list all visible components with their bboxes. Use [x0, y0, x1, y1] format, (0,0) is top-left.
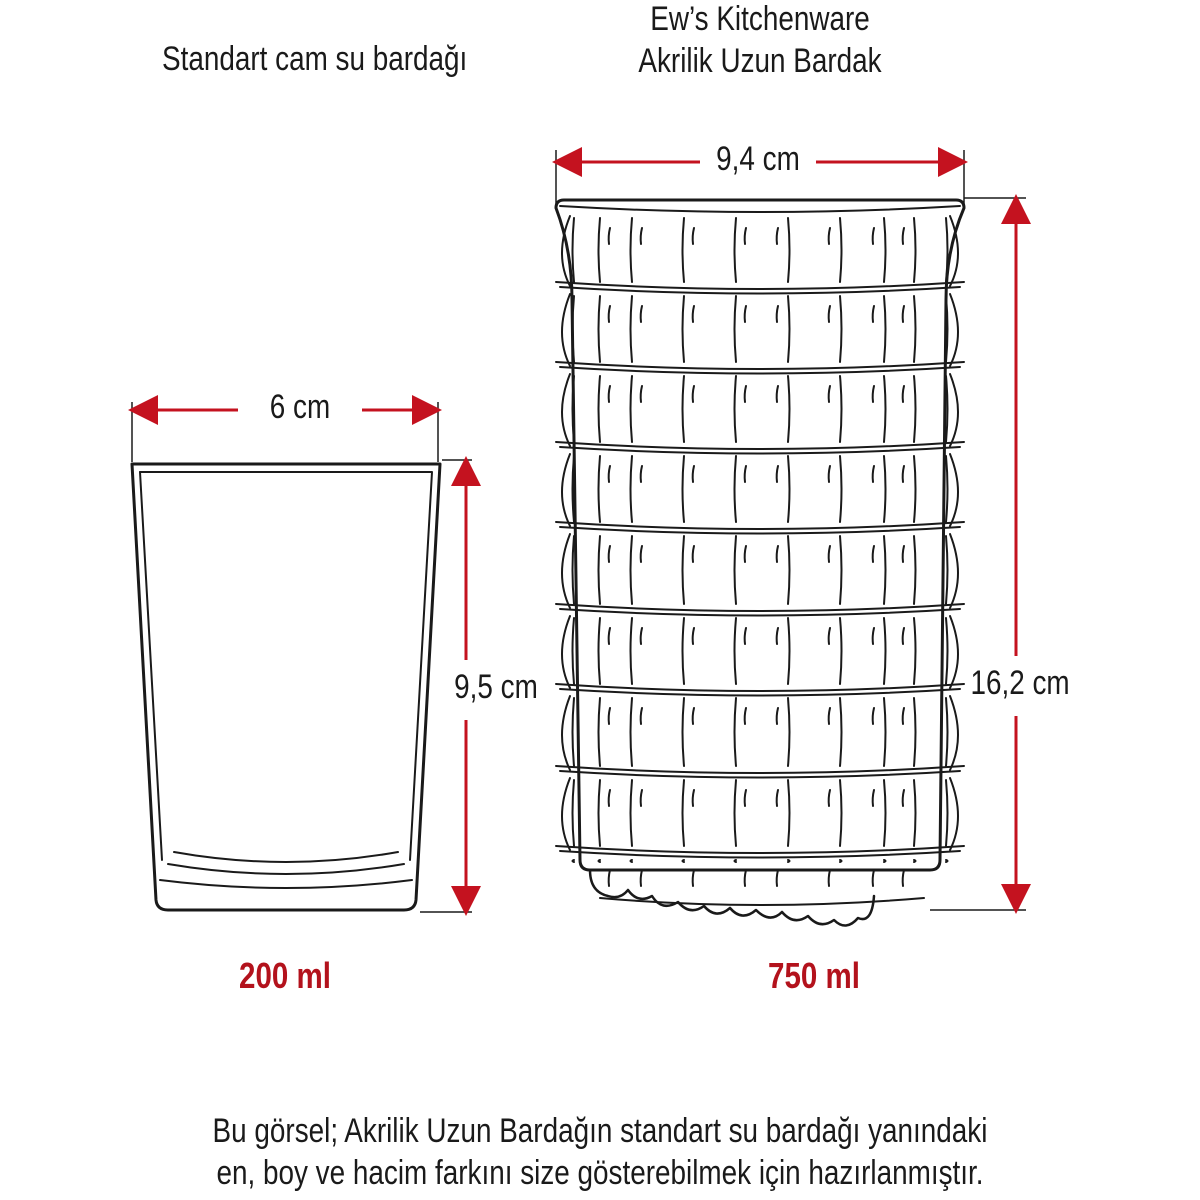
rib-highlight: [777, 546, 778, 562]
rib-column-line: [840, 618, 842, 684]
rib-band-line: [556, 766, 964, 773]
rib-column-line: [788, 860, 790, 862]
rib-column-line: [946, 618, 948, 684]
rib-band-line: [560, 771, 960, 778]
rib-column-line: [914, 296, 916, 362]
rib-column-line: [788, 698, 790, 766]
left-volume-label: 200 ml: [239, 955, 331, 996]
rib-highlight: [693, 228, 694, 244]
rib-highlight: [829, 870, 830, 886]
rib-highlight: [903, 708, 904, 724]
rib-column-line: [683, 456, 685, 522]
left-glass-title: Standart cam su bardağı: [162, 40, 468, 78]
rib-highlight: [873, 306, 874, 322]
rib-column-line: [631, 618, 633, 684]
rib-highlight: [777, 386, 778, 402]
rib-column-line: [840, 698, 842, 766]
rib-band-line: [560, 689, 960, 696]
rib-highlight: [829, 546, 830, 562]
rib-column-line: [631, 536, 633, 604]
rib-band-line: [556, 684, 964, 691]
rib-highlight: [609, 306, 610, 322]
rib-side-bulge: [950, 778, 958, 850]
rib-column-line: [840, 296, 842, 362]
rib-highlight: [745, 228, 746, 244]
rib-highlight: [777, 708, 778, 724]
rib-band-line: [560, 287, 960, 294]
rib-side-bulge: [562, 778, 570, 850]
rib-column-line: [884, 456, 886, 522]
rib-highlight: [609, 546, 610, 562]
rib-band-line: [560, 447, 960, 454]
rib-column-line: [788, 218, 790, 282]
rib-side-bulge: [562, 454, 570, 526]
rib-highlight: [745, 870, 746, 886]
rib-column-line: [946, 780, 948, 846]
rib-highlight: [873, 708, 874, 724]
rib-column-line: [735, 296, 737, 362]
rib-column-line: [735, 618, 737, 684]
rib-column-line: [840, 536, 842, 604]
rib-column-line: [914, 456, 916, 522]
rib-highlight: [903, 628, 904, 644]
rib-column-line: [788, 780, 790, 846]
rib-highlight: [903, 306, 904, 322]
rib-column-line: [884, 218, 886, 282]
rib-highlight: [641, 708, 642, 724]
rib-column-line: [788, 618, 790, 684]
rib-highlight: [609, 228, 610, 244]
rib-column-line: [788, 296, 790, 362]
rib-highlight: [873, 628, 874, 644]
rib-column-line: [599, 536, 601, 604]
left-width-label: 6 cm: [269, 388, 331, 426]
rib-highlight: [903, 546, 904, 562]
rib-column-line: [631, 296, 633, 362]
rib-column-line: [840, 376, 842, 442]
rib-band-line: [560, 851, 960, 858]
rib-column-line: [631, 456, 633, 522]
rib-highlight: [745, 628, 746, 644]
rib-highlight: [829, 306, 830, 322]
rib-highlight: [693, 790, 694, 806]
rib-column-line: [573, 780, 575, 846]
rib-highlight: [829, 628, 830, 644]
rib-column-line: [788, 536, 790, 604]
rib-column-line: [599, 780, 601, 846]
rib-column-line: [683, 860, 685, 862]
rib-column-line: [573, 618, 575, 684]
rib-highlight: [829, 708, 830, 724]
rib-highlight: [745, 466, 746, 482]
rib-highlight: [641, 466, 642, 482]
rib-column-line: [914, 860, 916, 862]
rib-column-line: [946, 456, 948, 522]
rib-column-line: [884, 698, 886, 766]
rib-highlight: [829, 790, 830, 806]
rib-column-line: [914, 218, 916, 282]
rib-highlight: [693, 870, 694, 886]
rib-highlight: [693, 628, 694, 644]
rib-highlight: [693, 708, 694, 724]
rib-side-bulge: [950, 374, 958, 446]
rib-column-line: [946, 536, 948, 604]
rib-column-line: [914, 698, 916, 766]
rib-highlight: [641, 628, 642, 644]
rib-band-line: [556, 604, 964, 611]
rib-highlight: [829, 228, 830, 244]
rib-column-line: [946, 860, 948, 862]
rib-highlight: [873, 546, 874, 562]
rib-column-line: [631, 698, 633, 766]
rib-column-line: [840, 456, 842, 522]
right-glass-title-line1: Ew’s Kitchenware: [650, 0, 870, 38]
rib-column-line: [573, 698, 575, 766]
rib-column-line: [735, 456, 737, 522]
rib-column-line: [884, 376, 886, 442]
rib-column-line: [914, 780, 916, 846]
rib-highlight: [609, 790, 610, 806]
rib-side-bulge: [950, 294, 958, 366]
rib-column-line: [788, 456, 790, 522]
rib-highlight: [777, 790, 778, 806]
rib-column-line: [735, 376, 737, 442]
caption-line-2: en, boy ve hacim farkını size gösterebilmek için hazırlanmıştır.: [216, 1154, 984, 1192]
rib-column-line: [735, 780, 737, 846]
rib-column-line: [683, 218, 685, 282]
rib-highlight: [609, 628, 610, 644]
rib-highlight: [745, 708, 746, 724]
rib-column-line: [840, 218, 842, 282]
rib-highlight: [745, 546, 746, 562]
rib-band-line: [556, 522, 964, 529]
rib-band-line: [560, 527, 960, 534]
rib-highlight: [609, 466, 610, 482]
right-width-label: 9,4 cm: [716, 140, 800, 178]
rib-column-line: [599, 860, 601, 862]
rib-column-line: [683, 536, 685, 604]
rib-column-line: [599, 296, 601, 362]
rib-highlight: [873, 386, 874, 402]
rib-band-line: [556, 442, 964, 449]
rib-side-bulge: [950, 454, 958, 526]
rib-column-line: [735, 536, 737, 604]
rib-highlight: [641, 386, 642, 402]
rib-side-bulge: [562, 696, 570, 770]
rib-column-line: [683, 780, 685, 846]
rib-side-bulge: [562, 534, 570, 608]
rib-side-bulge: [950, 616, 958, 688]
rib-column-line: [914, 376, 916, 442]
rib-column-line: [631, 376, 633, 442]
rib-highlight: [609, 870, 610, 886]
rib-highlight: [829, 386, 830, 402]
standard-glass-drawing: [132, 464, 440, 910]
rib-column-line: [599, 218, 601, 282]
rib-highlight: [745, 386, 746, 402]
rib-column-line: [683, 618, 685, 684]
rib-highlight: [693, 546, 694, 562]
rib-column-line: [735, 860, 737, 862]
right-volume-label: 750 ml: [768, 955, 860, 996]
rib-column-line: [683, 698, 685, 766]
rib-column-line: [735, 218, 737, 282]
rib-highlight: [609, 386, 610, 402]
rib-column-line: [573, 218, 575, 282]
rib-column-line: [840, 860, 842, 862]
rib-highlight: [873, 466, 874, 482]
rib-highlight: [693, 306, 694, 322]
rib-highlight: [903, 228, 904, 244]
rib-column-line: [599, 456, 601, 522]
rib-column-line: [573, 536, 575, 604]
rib-column-line: [599, 698, 601, 766]
rib-highlight: [903, 870, 904, 886]
rib-highlight: [641, 870, 642, 886]
rib-highlight: [777, 228, 778, 244]
rib-column-line: [573, 860, 575, 862]
rib-highlight: [873, 870, 874, 886]
rib-column-line: [631, 780, 633, 846]
rib-highlight: [641, 228, 642, 244]
caption-line-1: Bu görsel; Akrilik Uzun Bardağın standart su bardağı yanındaki: [212, 1112, 988, 1150]
rib-highlight: [641, 546, 642, 562]
rib-highlight: [641, 306, 642, 322]
rib-highlight: [873, 790, 874, 806]
rib-highlight: [641, 790, 642, 806]
rib-column-line: [735, 698, 737, 766]
rib-column-line: [914, 618, 916, 684]
rib-highlight: [777, 306, 778, 322]
rib-side-bulge: [562, 616, 570, 688]
rib-highlight: [693, 466, 694, 482]
rib-column-line: [599, 618, 601, 684]
rib-highlight: [873, 228, 874, 244]
rib-band-line: [556, 282, 964, 289]
rib-column-line: [599, 376, 601, 442]
rib-highlight: [829, 466, 830, 482]
rib-highlight: [903, 466, 904, 482]
rib-highlight: [777, 870, 778, 886]
rib-band-line: [556, 846, 964, 853]
acrylic-glass-rib-pattern: [556, 216, 964, 886]
rib-highlight: [777, 466, 778, 482]
rib-side-bulge: [950, 696, 958, 770]
rib-column-line: [884, 536, 886, 604]
rib-column-line: [884, 860, 886, 862]
rib-side-bulge: [950, 534, 958, 608]
rib-column-line: [631, 860, 633, 862]
rib-highlight: [777, 628, 778, 644]
right-height-label: 16,2 cm: [970, 664, 1070, 702]
rib-band-line: [560, 609, 960, 616]
rib-column-line: [840, 780, 842, 846]
rib-column-line: [884, 296, 886, 362]
rib-column-line: [914, 536, 916, 604]
rib-column-line: [683, 376, 685, 442]
rib-column-line: [946, 218, 948, 282]
rib-highlight: [693, 386, 694, 402]
rib-highlight: [745, 306, 746, 322]
rib-column-line: [683, 296, 685, 362]
rib-highlight: [903, 386, 904, 402]
rib-column-line: [631, 218, 633, 282]
rib-column-line: [946, 698, 948, 766]
right-glass-title-line2: Akrilik Uzun Bardak: [638, 42, 882, 80]
rib-column-line: [884, 618, 886, 684]
rib-highlight: [609, 708, 610, 724]
left-height-label: 9,5 cm: [454, 668, 538, 706]
rib-side-bulge: [562, 294, 570, 366]
rib-band-line: [560, 367, 960, 374]
rib-highlight: [903, 790, 904, 806]
rib-band-line: [556, 362, 964, 369]
rib-column-line: [884, 780, 886, 846]
rib-column-line: [788, 376, 790, 442]
rib-side-bulge: [562, 374, 570, 446]
rib-highlight: [745, 790, 746, 806]
